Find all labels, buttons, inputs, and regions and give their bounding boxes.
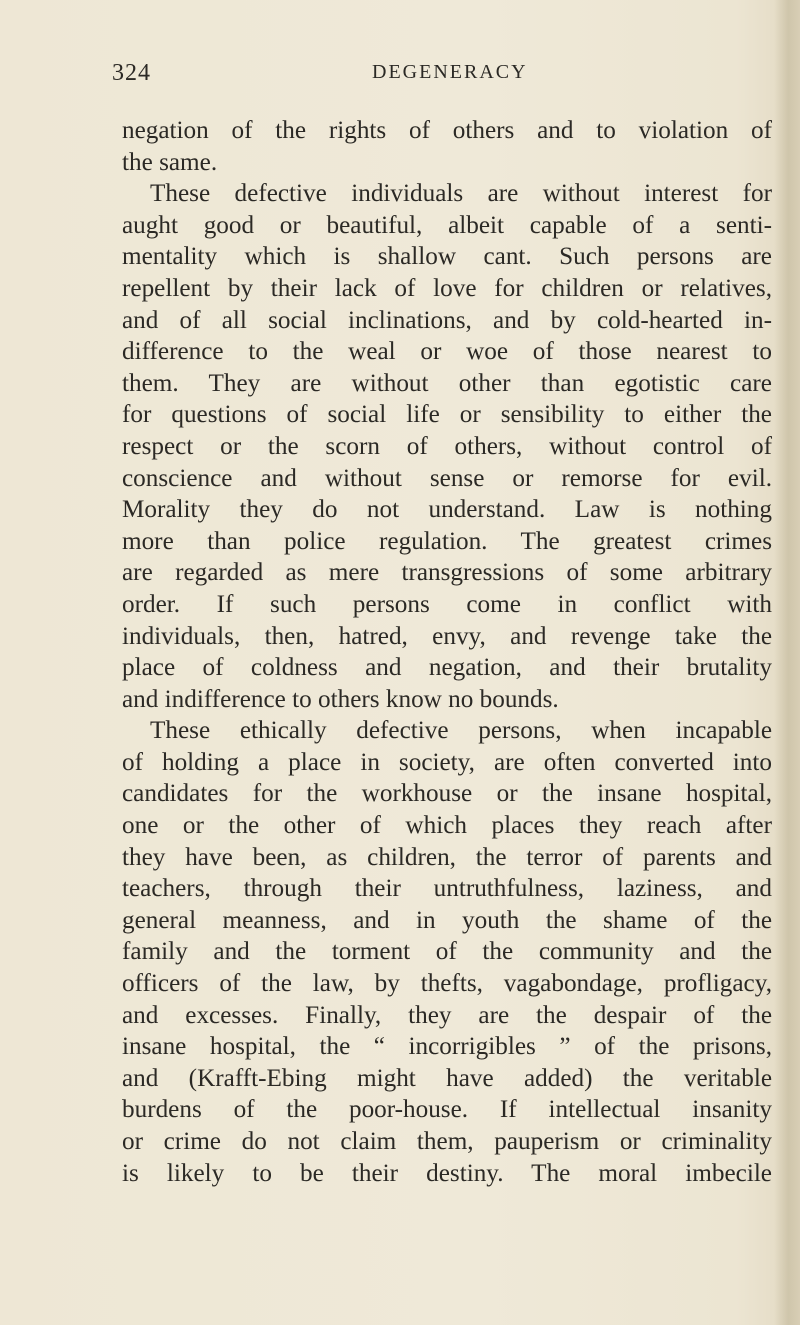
text-line: negation of the rights of others and to violation of (122, 117, 772, 144)
text-line: are regarded as mere transgressions of some arbitrary (122, 559, 772, 587)
text-line: burdens of the poor-house. If intellectual insanity (122, 1096, 772, 1124)
text-line: and of all social inclinations, and by cold-hearted in- (122, 306, 772, 334)
paragraph-first-line: These defective individuals are without interest for (150, 180, 772, 208)
text-line: teachers, through their untruthfulness, laziness, and (122, 875, 772, 903)
text-line: for questions of social life or sensibility to either the (122, 401, 772, 429)
text-line: difference to the weal or woe of those nearest to (122, 338, 772, 366)
page-number: 324 (112, 60, 151, 86)
text-line: repellent by their lack of love for children or relatives, (122, 274, 772, 302)
text-line: the same. (122, 148, 218, 176)
text-line: they have been, as children, the terror of parents and (122, 843, 772, 871)
text-line: general meanness, and in youth the shame of the (122, 906, 772, 934)
text-line: and (Krafft-Ebing might have added) the veritable (122, 1064, 772, 1092)
text-line: order. If such persons come in conflict with (122, 590, 772, 618)
text-line: of holding a place in society, are often converted into (122, 748, 772, 776)
text-line: aught good or beautiful, albeit capable of a senti- (122, 211, 772, 239)
text-line: or crime do not claim them, pauperism or criminality (122, 1128, 772, 1155)
text-line: one or the other of which places they reach after (122, 812, 772, 840)
text-line: and excesses. Finally, they are the despair of the (122, 1001, 772, 1029)
running-head (112, 60, 762, 90)
text-line: is likely to be their destiny. The moral imbecile (122, 1159, 772, 1187)
text-line: individuals, then, hatred, envy, and revenge take the (122, 622, 772, 650)
text-line: them. They are without other than egotistic care (122, 369, 772, 397)
text-line: more than police regulation. The greatest crimes (122, 527, 772, 555)
text-line: and indifference to others know no bounds. (122, 685, 559, 713)
text-line: candidates for the workhouse or the insane hospital, (122, 780, 772, 808)
text-line: conscience and without sense or remorse for evil. (122, 464, 772, 492)
text-line: family and the torment of the community and the (122, 938, 772, 966)
text-line: place of coldness and negation, and their brutality (122, 654, 772, 682)
text-line: insane hospital, the “ incorrigibles ” of the prisons, (122, 1033, 772, 1061)
running-title: DEGENERACY (372, 61, 528, 83)
text-line: respect or the scorn of others, without control of (122, 432, 772, 460)
page-edge-shadow (774, 0, 800, 1325)
paragraph-first-line: These ethically defective persons, when incapable (150, 717, 772, 745)
text-line: Morality they do not understand. Law is nothing (122, 496, 772, 524)
text-line: officers of the law, by thefts, vagabondage, profligacy, (122, 970, 772, 998)
body-text (122, 115, 772, 1189)
text-line: mentality which is shallow cant. Such persons are (122, 243, 772, 271)
